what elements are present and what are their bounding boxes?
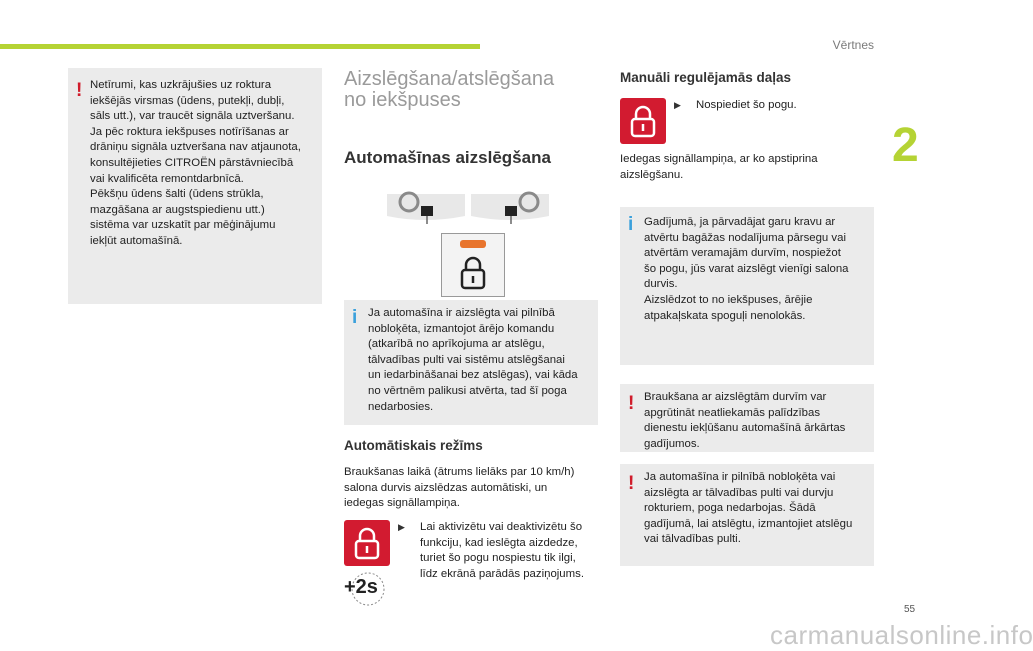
lock-panel-illustration [441, 233, 505, 297]
manual-body-text: Iedegas signāllampiņa, ar ko apstiprina aizslēgšanu. [620, 153, 818, 181]
info-text: Gadījumā, ja pārvadājat garu kravu ar atvērtu bagāžas nodalījuma pārsegu vai atvērtām veramajām durvīm, nospiežot šo pogu, jūs varat aizslēgt vienīgi salona durvis. Aizslēdzot to no iekšpuses, ārējie atpakaļskata spoguļi nenolokās. [644, 216, 849, 322]
manual-bullet-text: Nospiediet šo pogu. [696, 99, 797, 111]
info-box-long-load [620, 207, 874, 365]
info-text: Ja automašīna ir aizslēgta vai pilnībā nobloķēta, izmantojot ārējo komandu (atkarībā no aprīkojuma ar atslēgu, tālvadības pulti vai sistēmu atslēgšanai un iedarbināšanai bez atslēgas), vai kāda no vērtnēm palikusi atvērta, tad šī poga nedarbosies. [368, 307, 578, 413]
bullet-icon: ▶ [674, 100, 681, 110]
accent-bar [0, 44, 480, 49]
warning-box-emergency [620, 384, 874, 452]
manual-bullet [674, 98, 874, 114]
steering-wheel-icon [471, 193, 549, 224]
warning-text: Ja automašīna ir pilnībā nobloķēta vai aizslēgta ar tālvadības pulti vai durvju rokturiem, poga nedarbojas. Šādā gadījumā, lai atslēgtu, izmantojiet atslēgu vai tālvadības pulti. [644, 471, 853, 546]
warning-mark-icon: ! [628, 393, 635, 414]
indicator-lamp [460, 240, 486, 248]
warning-text: Braukšana ar aizslēgtām durvīm var apgrūtināt neatliekamās palīdzības dienestu iekļūšanu automašīnā ārkārtas gadījumos. [644, 391, 846, 450]
heading-manual: Manuāli regulējamās daļas [620, 70, 792, 85]
warning-box-dirt [68, 68, 322, 304]
watermark: carmanualsonline.info [770, 620, 1033, 650]
bullet-icon: ▶ [398, 522, 405, 532]
info-mark-icon: i [628, 214, 634, 235]
info-mark-icon: i [352, 307, 358, 328]
lock-icon [459, 256, 487, 290]
warning-text: Netīrumi, kas uzkrājušies uz roktura iekšējās virsmas (ūdens, putekļi, dubļi, sāls utt.), var traucēt signāla uztveršanu. Ja pēc roktura iekšpuses notīrīšanas ar drāniņu signāla uztveršana nav atjaunota, konsultējieties CITROËN pārstāvniecībā vai kvalificēta remontdarbnīcā. Pēkšņu ūdens šalti (ūdens strūkla, mazgāšana ar augstspiedienu utt.) sistēma var uzskatīt par mēģinājumu iekļūt automašīnā. [90, 79, 301, 247]
hold-timer [342, 570, 390, 608]
subtitle-locking: Automašīnas aizslēgšana [344, 148, 551, 167]
steering-wheel-icon [387, 193, 465, 224]
page-number: 55 [904, 604, 916, 615]
lock-button-icon [620, 98, 666, 144]
auto-mode-text: Braukšanas laikā (ātrums lielāks par 10 km/h) salona durvis aizslēdzas automātiski, un iedegas signāllampiņa. [344, 466, 575, 510]
chapter-number: 2 [892, 119, 919, 172]
lock-button-icon [344, 520, 390, 566]
section-title: Vērtnes [832, 38, 874, 52]
auto-mode-bullet [398, 520, 598, 582]
hold-label: +2s [344, 576, 378, 598]
heading-auto-mode: Automātiskais režīms [344, 438, 483, 453]
info-box-locked [344, 300, 598, 425]
warning-mark-icon: ! [628, 473, 635, 494]
steering-wheel-illustration [385, 188, 551, 228]
warning-mark-icon: ! [76, 80, 83, 101]
warning-box-blocked [620, 464, 874, 566]
auto-bullet-text: Lai aktivizētu vai deaktivizētu šo funkciju, kad ieslēgta aizdedze, turiet šo pogu nospiestu tik ilgi, līdz ekrānā parādās paziņojums. [420, 521, 584, 580]
page-title: Aizslēgšana/atslēgšana no iekšpuses [344, 68, 555, 111]
